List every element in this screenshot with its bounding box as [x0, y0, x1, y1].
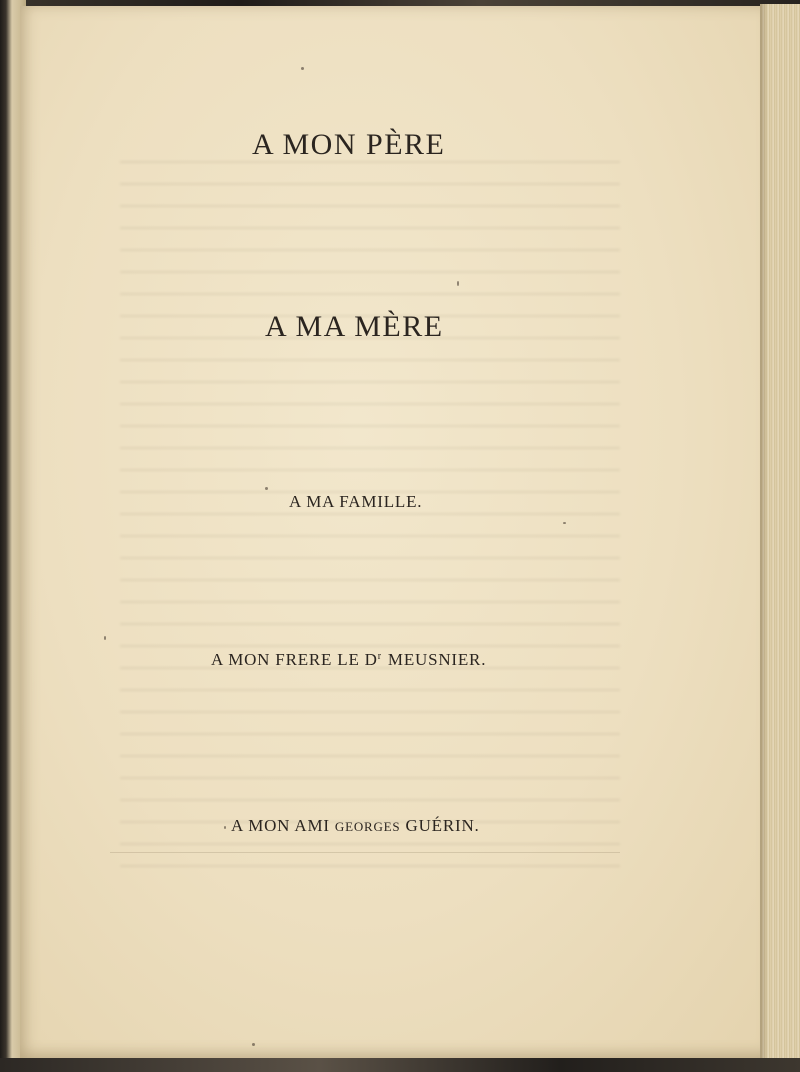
dedication-father: A MON PÈRE — [252, 128, 446, 161]
dedication-friend-firstname: GEORGES — [334, 819, 401, 834]
dedication-brother — [211, 650, 486, 670]
show-through-rule — [110, 852, 620, 853]
dedication-brother-name: MEUSNIER. — [387, 650, 487, 669]
dedication-family: A MA FAMILLE. — [289, 492, 423, 511]
dedication-friend — [231, 816, 480, 836]
paper-speck — [563, 522, 566, 524]
dedication-friend-prefix: A MON AMI — [231, 816, 330, 835]
paper-speck — [301, 67, 304, 70]
paper-speck — [265, 487, 268, 490]
paper-speck — [252, 1043, 255, 1046]
paper-speck — [457, 281, 459, 286]
dedication-mother: A MA MÈRE — [265, 310, 444, 343]
doctor-superscript: r — [377, 651, 382, 662]
binding-bottom-edge — [0, 1058, 800, 1072]
paper-speck — [224, 826, 226, 829]
right-edge-shadow — [760, 4, 768, 1064]
dedication-friend-surname: GUÉRIN. — [405, 816, 480, 835]
paper-speck — [104, 636, 106, 640]
dedication-brother-prefix: A MON FRERE LE D — [211, 650, 378, 669]
